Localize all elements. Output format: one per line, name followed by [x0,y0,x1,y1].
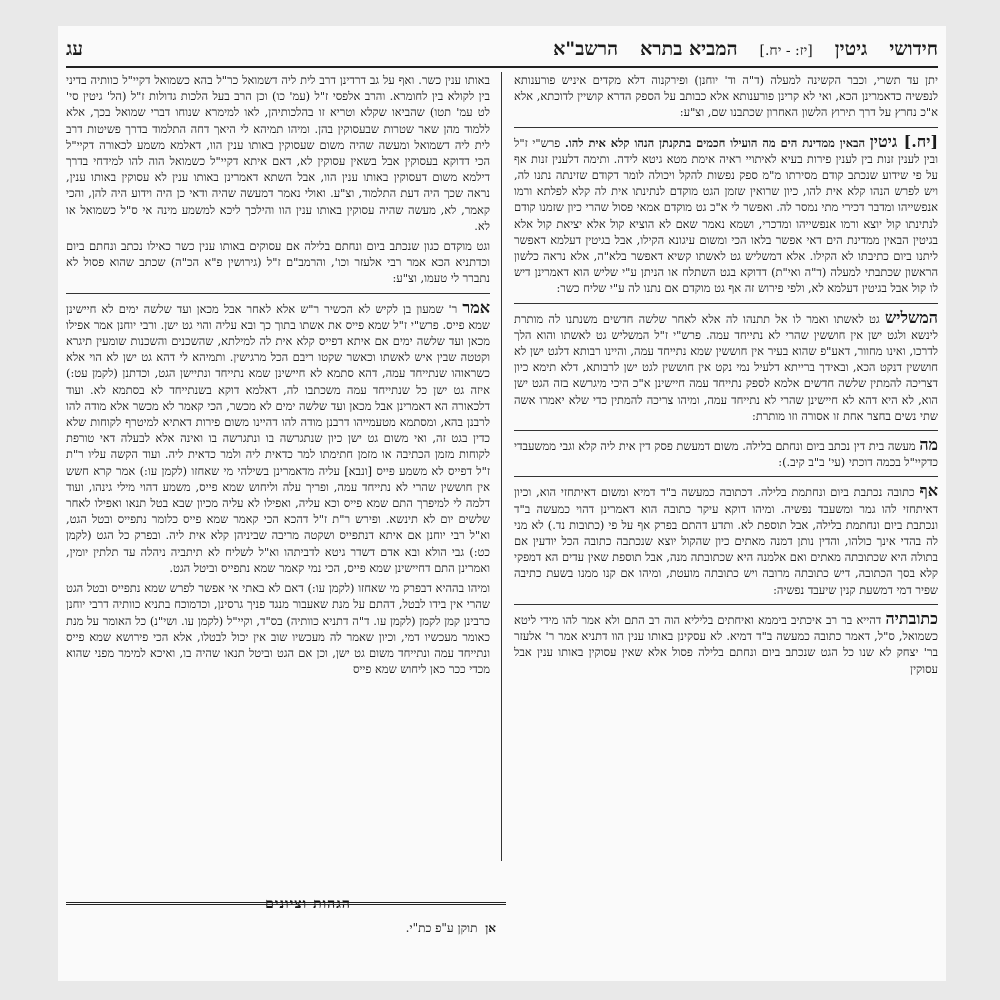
header-series: חידושי [889,37,938,60]
header-right [553,38,938,61]
section-body: דהייא בר רב איכתיב ביממא ואיחתים בליליא הוה רב התם ולא אמר להו מידי ליטא כשמואל, ס"ל, דאמר כתובה כמעשה ב"ד דמיא. לא עסקינן באותו ענין הוו דתניא אמר ר' אלעזר בר' יצחק לא שנו כל הגט שנכתב ביום ונחתם בלילה פסול אלא שאין עסוקין באותו ענין אבל עסוקין [514,612,938,676]
running-header [66,36,938,62]
section-lead: מה [919,435,938,455]
section-lead: כתובתיה [885,608,938,628]
section-lead-rest: הבאין ממדינת הים מה הועילו חכמים בתקנתן הנהו קלא אית להו. [564,135,866,150]
section-ketubateh [514,608,938,677]
header-book-title: הרשב"א [553,37,619,60]
section-amar [66,297,490,576]
section-lead: אף [919,481,938,501]
section-lead: המשליש [884,307,938,327]
section-af [514,483,938,597]
section-lead: אמר [462,297,490,317]
section-lead: [יח.] גיטין [869,131,938,151]
header-reference: [יז: - יח.] [759,42,813,59]
section-body: פרש"י ז"ל ובין לענין זנות בין לענין פירות בעיא לאיתויי ראיה אימת מטא גיטא לידה. ותימה דלענין זנות אף על פי שידוע שנכתב קודם מסירתו מ"מ ספק נפשות להקל ויכולה לומר דקודם שזינתה נתנו לה, ויש לפרש הנהו קלא אית להו, כיון שרואין שזמן הגט מוקדם לנתינתו אית לה קלא לפלתא ורמו אנפשייהו ומדבר דכירי מתי נמסר לה. ואפשר לי א"כ גט מוקדם אמאי פסול שהרי כיון שזמנו קודם לנתינתו קול יוצא ורמו אנפשייהו ומדכרי, ושמא נאמר שאם לא הוציא קול אלא יציאת קול אלא בגיטין הבאין ממדינת הים דאי אפשר בלאו הכי ומשום עיגונא הקילו, אבל בגיטין דעלמא דאפשר ליתנו ביום כתיבתו לא הקילו. אלא דמשליש גט לאשתו קשיא דאפשר בלא"ה, אלא נראה כלשון הראשון שכתבתי למעלה (ד"ה ואי"ת) דדוקא בגט השתלח או הניתן ע"י שליש הוא דאמרינן דיש לו קול אבל בגיטין דעלמא לא, ולפי פירוש זה אף גט מוקדם אם נתנו לה ע"י שליח כשר: [514,135,938,296]
header-rule [66,66,938,68]
section-divider [514,303,938,304]
header-tractate: גיטין [834,37,868,60]
note-text: תוקן ע"פ כת"י. [405,921,478,935]
section-body: גט לאשתו ואמר לו אל תתנהו לה אלא לאחר שלשה חדשים משנתנו לה מותרת לינשא ולגט ישן אין חוששין שהרי לא נתייחד עמה. פרש"י ז"ל המשליש גט לאשתו והוא הלך לדרכו, ואינו מחוור, דאע"פ שהוא בעיר אין חוששין שמא נתייחד עמה, והיינו רבותא דלגט ישן לא חוששין דנקט הכא, ובאידך ברייתא דלעיל נמי נקט אין חוששין לגט ישן לרבותא, דלא תימא כיון דצריכה להמתין שלשה חדשים אלמא לספק נתייחד עמה חיישינן א"כ היכי מיגרשא בזה הגט ישן הוא, לא היא דהא לא חיישינן שהרי לא נתייחד עמה, ומיהו צריכה להמתין כדי שלא יאמרו אשה שתי נשים בחצר אחת זו אסורה וזו מותרת: [514,311,938,423]
right-intro: יתן עד תשרי, וכבר הקשינה למעלה (ד"ה וד' יוחנן) ופירקנוה דלא מקדים איניש פורענותא לנפשיה כדאמרינן הכא, ואי לא קרינן פורענותא אלא כבותב על הספק הדרא קושיין לדוכתא, אלא א"כ נחרץ על דרך תירוץ הלשון האחרון שכתבנו שם, וצ"ע: [514,73,938,120]
section-body: מעשה בית דין נכתב ביום ונחתם בלילה. משום דמעשת פסק דין אית ליה קלא וגבי ממשעבדי כדקיי"ל בכמה דוכתי (עי' ב"ב קיב.): [514,439,938,470]
notes-title: הגהות וציונים [265,896,351,912]
book-page [58,26,946,981]
note-item [66,921,496,936]
left-para2: וגט מוקדם כגון שנכתב ביום ונחתם בלילה אם עסוקים באותו ענין כשר כאילו נכתב ונחתם ביום וכדתניא הכא אמר רבי אלעזר וכו', והרמב"ם ז"ל (גירושין פ"א הכ"ה) שכתב שהוא פסול לא נתברר לי טעמו, וצ"ע: [66,239,490,286]
page-number: עג [66,37,84,60]
header-left [66,38,83,61]
section-divider [66,293,490,294]
section-divider [514,430,938,431]
column-divider [501,72,502,861]
section-divider [514,604,938,605]
left-column [66,72,490,831]
section-body: ר' שמעון בן לקיש לא הכשיר ר"ש אלא לאחר אבל מכאן ועד שלשה ימים לא חיישינן שמא פייס. פרש"י ז"ל שמא פייס את אשתו בתוך כך ובא עליה והוי גט ישן. ורבי יוחנן אמר אפילו מכאן ועד שלשה ימים אם איתא דפייס קלא אית לה למילתא, שהשכנים והשכנות שומעין תיגרא וקטטה שבין איש לאשתו וכאשר שקטו ריבם הכל מרגישין. ותמיהא לי דהא גט ישן לא הוי אלא כשראוהו שנתייחד עמה, דהא סתמא לא חיישינן שמא נתייחד ונתיישן הגט, וכדתנן (לקמן עט:) איזה גט ישן כל שנתייחד עמה משכתבו לה, דאלמא דוקא בשנתייחד לא בסתמא לא. ועוד דלכאורה הא דאמרינן אבל מכאן ועד שלשה ימים לא מכשר, הכי קאמר לא מכשר אלא מודה להו לרבנן בהא, ומסתמא מטעמייהו דרבנן מודה להו דהיינו משום פירות דאתיא למיטרף לקוחות שלא כדין בגט זה, ואי משום גט ישן כיון שנתגרשה בו ונתגרשה בו ואינה אלא לבעלה דאי טורפת לקוחות מזמן הכתיבה או מזמן חתימתו למר כדאית ליה ולמר כדאית ליה. ועוד הקשה עליו ר"ת ז"ל דפייס לא משמע פייס [ונבא] עליה מדאמרינן בשילהי מי שאחזו (לקמן עו:) אמר קרא חשש אין חוששין שהרי לא נתייחד עמה, ופריך עלה וליחוש שמא פייס, משמע דהוי מילי גינהו, ועוד דלמה לי למיפרך התם שמא פייס וכא עליה, ואפילו לא עליה מכיון שבא בטל תנאו ואפילו לאחר שלשים יום לא תינשא. ופירש ר"ת ז"ל דהכא הכי קאמר שמא פייס כלומר נתפייס ובטל הגט, וא"ל רבי יוחנן אם איתא דנתפייס ושקטה מריבה שביניהן קלא אית ליה. ובפרק כל הגט (לקמן כט:) גבי הולא ובא אדם דשדר גיטא לדביתהו וא"ל לשליח לא תיתביה ניהלה עד תלתין יומין, ואמרינן התם דחיישינן שמא פייס, הכי נמי קאמר שמא נתפייס וביטל הגט. [66,301,490,575]
right-column [514,72,938,831]
note-key: אן [485,921,496,935]
section-divider [514,127,938,128]
left-para3: ומיהו בההיא דבפרק מי שאחזו (לקמן עו:) דאם לא באתי אי אפשר לפרש שמא נתפייס ובטל הגט שהרי אין בידו לבטל, דהתם על מנת שאעבור מנגד פניך גרסינן, וכדמוכח בתניא כוותיה דרבי יוחנן כרבינן קמן לקמן (לקמן עו. ד"ה דתניא כוותיה) בס"ד, וקיי"ל (לקמן עו. ושי"נ) כל האומר על מנת כאומר מעכשיו דמי, וכיון שאמר לה מעכשיו שוב אין יכול לבטלו, אלא הכי פירושא שמא פייס ונתייחד עמה ונתייחד משום גט ישן, וכן אם הגט וביטל תנאו שהיה בו, ואיכא למימר מפני שהוא מכדי ככר כאן ליחוש שמא פייס [66,581,490,677]
section-hamashlish [514,307,938,424]
section-ma [514,437,938,470]
section-gittin [514,131,938,297]
section-body: כתובה נכתבת ביום ונחתמת בלילה. דכתובה כמעשה ב"ד דמיא ומשום דאיתחזי הוא, וכיון דאיתחזי להו גמר ומשעבד נפשיה. ומיהו דוקא עיקר כתובה הוא דאמרינן דהוי כמעשה ב"ד ונכתבת ביום ונחתמת בלילה, אבל תוספת לא. ותדע דהתם בפרק אף על פי (כתובות נד.) לא מני לה בהדי אינך כולהו, והדין נותן דמנה מאתים כיון שהקול יוצא שנכתבה כתובה הכל יודעין אם בתולה היא שכתובתה מאתים ואם אלמנה היא שכתובתה מנה, אבל תוספת שאין עדים הא דמפקי קלא בסך הכתובה, דיש כתובתה מרובה ויש כתובתה מועטת, ומיהו אם קנו ממנו בשעת כתיבה שפיר דמי דמשעת קנין שיעבד נפשיה: [514,485,938,597]
section-divider [514,476,938,477]
header-collection: המביא בתרא [640,37,738,60]
left-intro: באותו ענין כשר. ואף על גב דרדינן דרב לית ליה דשמואל כר"ל בהא כשמואל דקיי"ל כוותיה בדיני בין לקולא בין לחומרא. והרב אלפסי ז"ל (עמ' כו) וכן הרב בעל הלכות גדולות ז"ל (הל' גיטין סי' לט עמ' תטו) שהביאו שקלא וטריא זו בהלכותיהן, לאו למימרא שנוחו דברי שמואל בכך, אלא ללמוד מהן שאר שטרות שבעסוקין בהן. ומיהו תמיהא לי היאך דחה התלמוד בדרך פשיטות דרב לית ליה דשמואל ומעשה שהיה משום שעסוקין באותו ענין הוו, דאלמא משמע לכאורה דקיי"ל הכי דדוקא בעסוקין אבל בשאין עסוקין לא, דאם איתא דקיי"ל כשמואל הוה להו למידחי בדרך דילמא משום דעסוקין באותו ענין הוו, אבל השתא דאמרינן באותו ענין לא עסוקין באותו ענין, נראה שכך היה דעת התלמוד, וצ"ע. ואולי נאמר דמעשה שהיה ודאי כן היה וידוע היה להן, והכי קאמר, לא, מעשה שהיה עסוקין באותו ענין הוו והילכך ליכא למשמע מינה אי ס"ל כשמואל או לא. [66,73,490,233]
